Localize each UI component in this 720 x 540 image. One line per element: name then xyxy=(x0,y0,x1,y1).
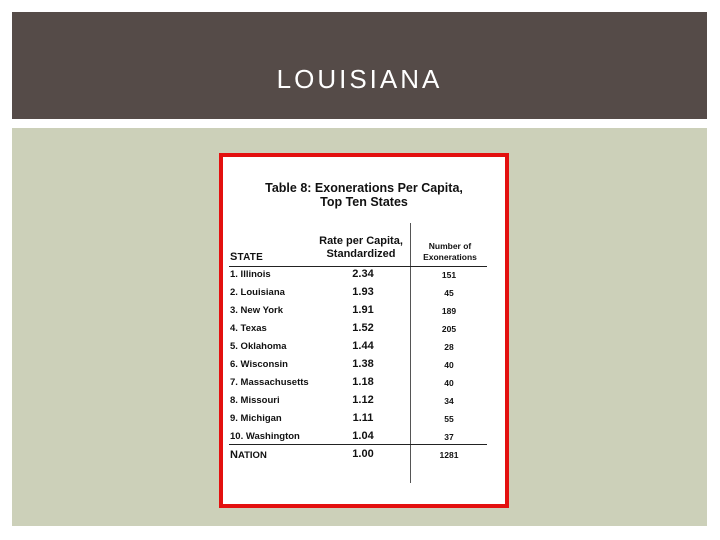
header-rate xyxy=(316,235,406,261)
row-number: 28 xyxy=(444,342,454,352)
row-state: 8. Missouri xyxy=(230,395,280,406)
table-title-line2: Top Ten States xyxy=(320,195,408,209)
table-row xyxy=(223,285,505,303)
row-rate: 1.12 xyxy=(352,394,374,406)
header-number-line1: Number of xyxy=(428,241,472,251)
header-number-line2: Exonerations xyxy=(423,252,477,262)
row-state: 3. New York xyxy=(230,305,283,316)
row-state: 5. Oklahoma xyxy=(230,341,287,352)
row-rate: 1.38 xyxy=(352,358,374,370)
table-title xyxy=(223,181,505,209)
table-row xyxy=(223,357,505,375)
row-number: 189 xyxy=(441,306,457,316)
nation-rate: 1.00 xyxy=(352,448,374,460)
slide-title: LOUISIANA xyxy=(276,64,443,94)
table-row xyxy=(223,321,505,339)
row-number: 55 xyxy=(444,414,454,424)
table-row xyxy=(223,393,505,411)
table-row xyxy=(223,267,505,285)
table-row xyxy=(223,303,505,321)
row-rate: 1.18 xyxy=(352,376,374,388)
row-number: 205 xyxy=(441,324,457,334)
nation-number: 1281 xyxy=(439,450,459,460)
row-rate: 1.91 xyxy=(352,304,374,316)
row-number: 40 xyxy=(444,378,454,388)
title-bar xyxy=(12,12,707,119)
row-state: 10. Washington xyxy=(230,431,300,442)
row-state: 4. Texas xyxy=(230,323,267,334)
row-number: 151 xyxy=(441,270,457,280)
header-state-initial: S xyxy=(230,251,238,263)
table-image-frame xyxy=(219,153,509,508)
table-row xyxy=(223,411,505,429)
row-state: 6. Wisconsin xyxy=(230,359,288,370)
header-rate-line1: Rate per Capita, xyxy=(319,235,403,247)
row-rate: 2.34 xyxy=(352,268,374,280)
row-state: 1. Illinois xyxy=(230,269,271,280)
nation-label-initial: N xyxy=(230,449,238,461)
row-state: 2. Louisiana xyxy=(230,287,285,298)
row-number: 37 xyxy=(444,432,454,442)
table-row xyxy=(223,339,505,357)
row-rate: 1.44 xyxy=(352,340,374,352)
row-state: 7. Massachusetts xyxy=(230,377,309,388)
nation-row xyxy=(223,447,505,465)
nation-label-rest: ATION xyxy=(237,450,267,461)
row-rate: 1.11 xyxy=(352,412,374,424)
row-number: 45 xyxy=(444,288,454,298)
header-number xyxy=(413,241,487,263)
row-number: 34 xyxy=(444,396,454,406)
row-rate: 1.93 xyxy=(352,286,374,298)
nation-label xyxy=(230,449,267,461)
header-state-rest: TATE xyxy=(237,252,263,263)
header-state xyxy=(230,251,263,263)
table-title-line1: Table 8: Exonerations Per Capita, xyxy=(265,181,463,195)
row-rate: 1.52 xyxy=(352,322,374,334)
total-rule xyxy=(229,444,487,445)
row-rate: 1.04 xyxy=(352,430,374,442)
header-rate-line2: Standardized xyxy=(326,248,396,260)
table-row xyxy=(223,375,505,393)
row-state: 9. Michigan xyxy=(230,413,282,424)
row-number: 40 xyxy=(444,360,454,370)
